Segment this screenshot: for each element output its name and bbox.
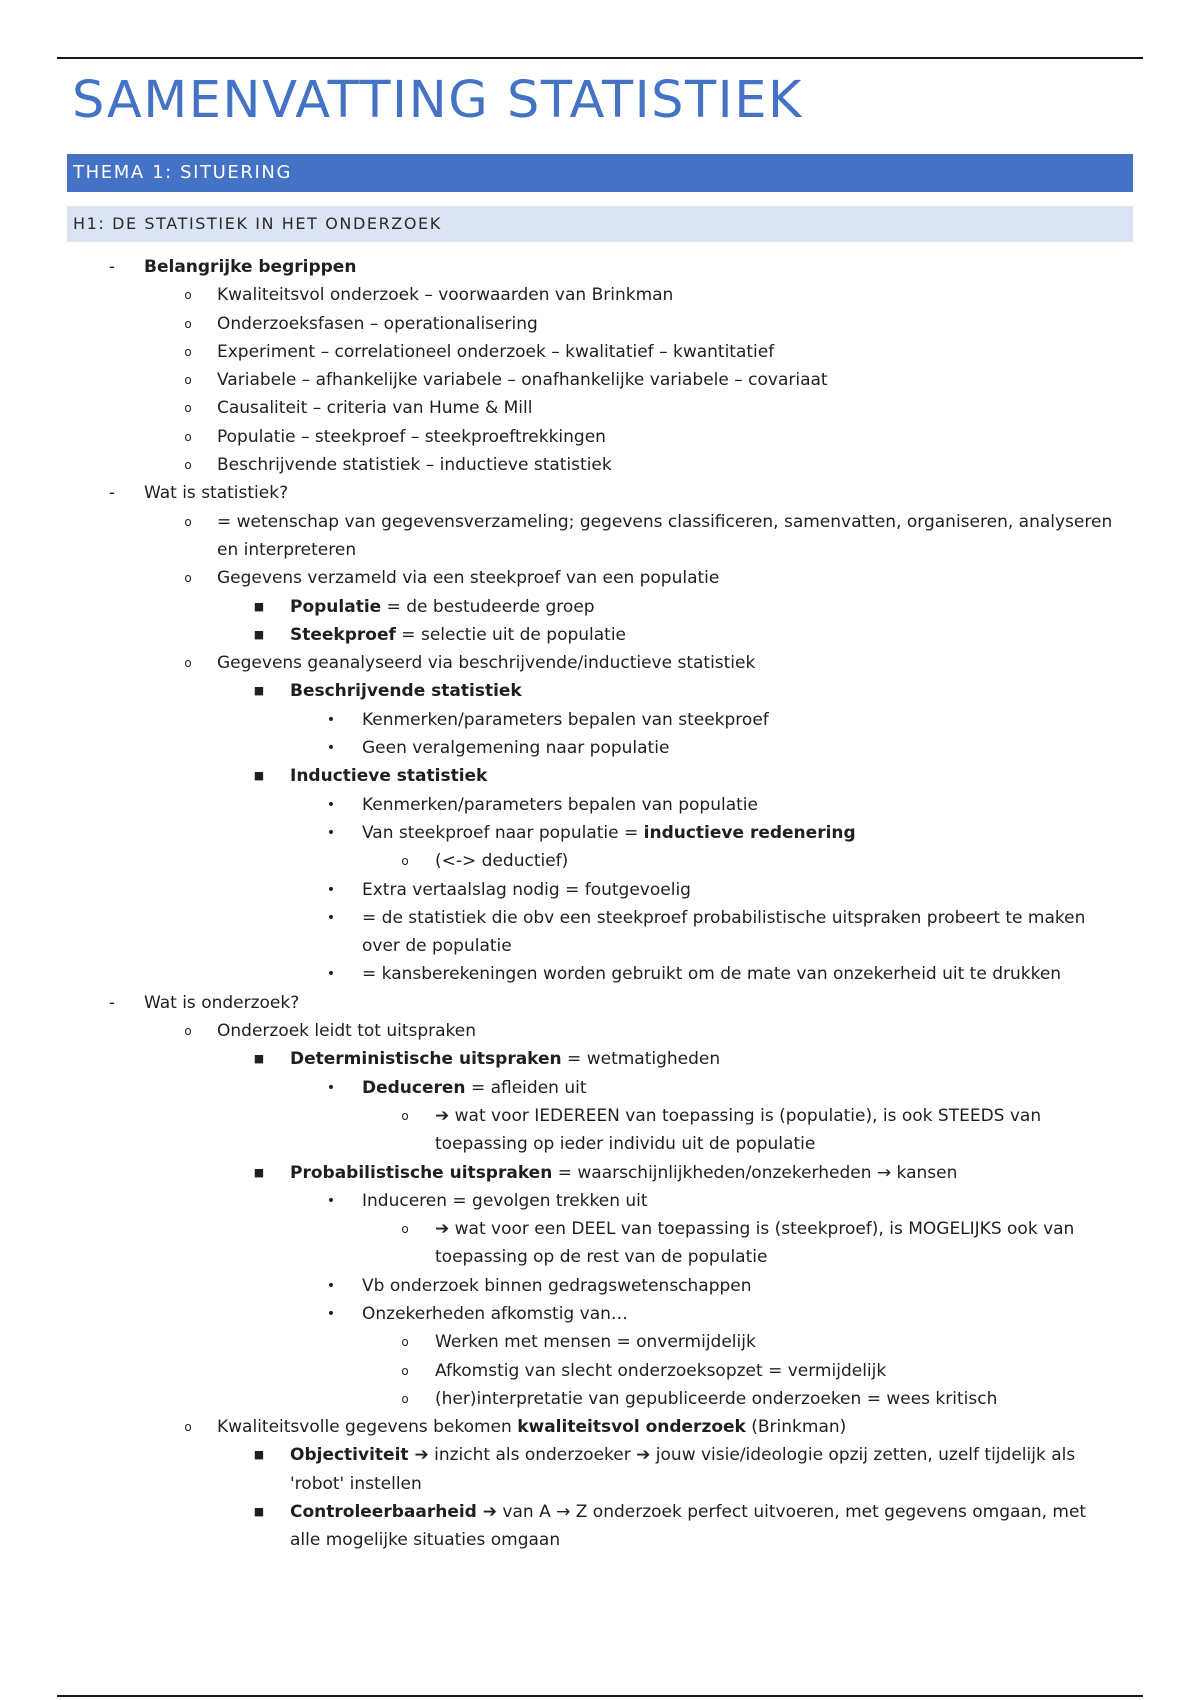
outline-item-level-4	[0, 791, 1200, 819]
bullet-marker: •	[326, 909, 336, 926]
bold-text: inductieve redenering	[643, 822, 856, 843]
outline-item-text	[217, 394, 1117, 422]
outline-item-text	[362, 1272, 1122, 1300]
text-run: Kwaliteitsvol onderzoek – voorwaarden van Brinkman	[217, 285, 674, 306]
bold-text: ➔	[636, 1445, 651, 1466]
outline-item-level-4	[0, 960, 1200, 988]
text-run: Onderzoeksfasen – operationalisering	[217, 313, 538, 334]
outline-item-text	[144, 253, 1200, 281]
outline-item-level-4	[0, 904, 1200, 961]
outline-item-text	[435, 1102, 1115, 1159]
text-run: Van steekproef naar populatie =	[362, 822, 644, 843]
outline-item-level-3	[0, 1441, 1200, 1498]
outline-item-level-4	[0, 706, 1200, 734]
outline-item-text	[435, 1215, 1115, 1272]
text-run: (her)interpretatie van gepubliceerde onderzoeken = wees kritisch	[435, 1388, 998, 1409]
text-run: Kenmerken/parameters bepalen van steekproef	[362, 709, 769, 730]
outline-item-level-4	[0, 1272, 1200, 1300]
bold-text: Populatie	[290, 596, 382, 617]
top-rule	[57, 57, 1143, 59]
outline-item-text	[362, 819, 1122, 847]
outline-item-text	[362, 791, 1122, 819]
outline-item-level-4	[0, 1300, 1200, 1328]
bold-text: ➔	[435, 1105, 450, 1126]
outline-item-level-2	[0, 564, 1200, 592]
outline-item-level-3	[0, 1159, 1200, 1187]
outline-item-text	[362, 876, 1122, 904]
outline-item-level-1	[0, 253, 1200, 281]
outline-item-level-1	[0, 479, 1200, 507]
bullet-marker: ■	[253, 627, 265, 641]
outline-item-level-2	[0, 1413, 1200, 1441]
outline-item-text	[217, 366, 1117, 394]
outline-item-text	[362, 904, 1122, 961]
outline-item-text	[217, 310, 1117, 338]
text-run: = wetenschap van gegevensverzameling; gegevens classificeren, samenvatten, organiseren, analyseren en interpreteren	[217, 511, 1113, 560]
bold-text: Controleerbaarheid ➔	[290, 1502, 498, 1523]
bullet-marker: ■	[253, 1505, 265, 1519]
outline-item-text	[217, 451, 1117, 479]
outline-item-level-2	[0, 1017, 1200, 1045]
outline-item-level-3	[0, 677, 1200, 705]
outline-item-text	[362, 706, 1122, 734]
text-run: Kwaliteitsvolle gegevens bekomen	[217, 1417, 518, 1438]
bold-text: Probabilistische uitspraken	[290, 1162, 553, 1183]
text-run: = waarschijnlijkheden/onzekerheden → kansen	[552, 1162, 958, 1183]
text-run: Beschrijvende statistiek – inductieve statistiek	[217, 455, 612, 476]
bold-text: ➔	[435, 1219, 450, 1240]
outline-item-level-2	[0, 366, 1200, 394]
outline-item-text	[217, 564, 1117, 592]
bold-text: Steekproef	[290, 624, 396, 645]
text-run: wat voor IEDEREEN van toepassing is (populatie), is ook STEEDS van toepassing op ieder individu uit de populatie	[435, 1105, 1042, 1155]
text-run: jouw visie/ideologie opzij zetten, uzelf tijdelijk als 'robot' instellen	[290, 1445, 1076, 1494]
text-run: Geen veralgemening naar populatie	[362, 738, 670, 759]
theme-heading: THEMA 1: SITUERING	[67, 154, 1133, 192]
outline-item-text	[362, 1187, 1122, 1215]
text-run: van A → Z onderzoek perfect uitvoeren, met gegevens omgaan, met alle mogelijke situaties omgaan	[290, 1502, 1087, 1551]
text-run: Wat is statistiek?	[144, 483, 289, 504]
bullet-marker: o	[184, 288, 192, 303]
outline-item-text	[290, 762, 1120, 790]
text-run: Afkomstig van slecht onderzoeksopzet = vermijdelijk	[435, 1360, 887, 1381]
text-run: Experiment – correlationeel onderzoek – kwalitatief – kwantitatief	[217, 341, 775, 362]
bullet-marker: o	[401, 1222, 409, 1237]
outline-item-text	[217, 1017, 1117, 1045]
bullet-marker: o	[184, 344, 192, 359]
text-run: Gegevens geanalyseerd via beschrijvende/inductieve statistiek	[217, 653, 756, 674]
text-run: Extra vertaalslag nodig = foutgevoelig	[362, 879, 691, 900]
outline-item-level-3	[0, 762, 1200, 790]
outline-item-level-2	[0, 451, 1200, 479]
text-run: = afleiden uit	[465, 1077, 587, 1098]
bullet-marker: •	[326, 740, 336, 757]
outline-item-level-3	[0, 1498, 1200, 1555]
outline-item-level-2	[0, 423, 1200, 451]
text-run: Induceren = gevolgen trekken uit	[362, 1190, 648, 1211]
bullet-marker: ■	[253, 1165, 265, 1179]
outline-item-text	[290, 1159, 1120, 1187]
outline-item-level-4	[0, 1187, 1200, 1215]
outline-item-level-1	[0, 989, 1200, 1017]
outline-item-level-5	[0, 1357, 1200, 1385]
bullet-marker: •	[326, 1192, 336, 1209]
bullet-marker: ■	[253, 684, 265, 698]
outline-item-level-5	[0, 1215, 1200, 1272]
outline-item-text	[217, 508, 1117, 565]
text-run: (<-> deductief)	[435, 851, 569, 872]
outline-item-level-4	[0, 734, 1200, 762]
bullet-marker: o	[184, 656, 192, 671]
outline-item-level-3	[0, 621, 1200, 649]
outline-item-text	[435, 1385, 1115, 1413]
bullet-marker: o	[184, 401, 192, 416]
outline-item-text	[290, 1441, 1120, 1498]
bold-text: Belangrijke begrippen	[144, 257, 357, 277]
outline-item-level-2	[0, 649, 1200, 677]
outline-item-text	[290, 593, 1120, 621]
outline-item-text	[362, 734, 1122, 762]
bullet-marker: o	[401, 1363, 409, 1378]
outline-content	[0, 253, 1200, 1555]
outline-item-level-5	[0, 1102, 1200, 1159]
bullet-marker: o	[184, 1024, 192, 1039]
bullet-marker: •	[326, 824, 336, 841]
outline-item-text	[290, 1498, 1120, 1555]
bullet-marker: •	[326, 966, 336, 983]
text-run: Onzekerheden afkomstig van…	[362, 1303, 628, 1324]
outline-item-text	[217, 423, 1117, 451]
outline-item-text	[217, 338, 1117, 366]
outline-item-text	[362, 1074, 1122, 1102]
outline-item-text	[217, 281, 1117, 309]
bullet-marker: o	[184, 316, 192, 331]
bullet-marker: •	[326, 1305, 336, 1322]
outline-item-level-2	[0, 508, 1200, 565]
bullet-marker: •	[326, 796, 336, 813]
text-run: Onderzoek leidt tot uitspraken	[217, 1021, 477, 1042]
text-run: Variabele – afhankelijke variabele – onafhankelijke variabele – covariaat	[217, 370, 828, 391]
bullet-marker: o	[184, 429, 192, 444]
text-run: Causaliteit – criteria van Hume & Mill	[217, 398, 533, 419]
text-run: Wat is onderzoek?	[144, 992, 300, 1013]
outline-item-level-3	[0, 1045, 1200, 1073]
outline-item-text	[290, 1045, 1120, 1073]
bold-text: Deduceren	[362, 1077, 466, 1098]
bullet-marker: o	[184, 458, 192, 473]
bullet-marker: o	[184, 1420, 192, 1435]
bullet-marker: •	[326, 1079, 336, 1096]
document-title: SAMENVATTING STATISTIEK	[72, 71, 803, 130]
text-run: = wetmatigheden	[561, 1049, 721, 1070]
text-run: = de statistiek die obv een steekproef probabilistische uitspraken probeert te maken over de populatie	[362, 907, 1086, 957]
outline-item-level-2	[0, 310, 1200, 338]
bullet-marker: o	[401, 1391, 409, 1406]
text-run: Werken met mensen = onvermijdelijk	[435, 1332, 756, 1353]
bullet-marker: ■	[253, 769, 265, 783]
bullet-marker: •	[326, 881, 336, 898]
bold-text: Deterministische uitspraken	[290, 1049, 562, 1070]
outline-item-text	[290, 621, 1120, 649]
outline-item-text	[435, 1328, 1115, 1356]
outline-item-text	[290, 677, 1120, 705]
text-run: = selectie uit de populatie	[395, 624, 627, 645]
bold-text: Objectiviteit ➔	[290, 1445, 429, 1466]
bottom-rule	[57, 1695, 1143, 1697]
outline-item-text	[435, 847, 1115, 875]
outline-item-level-2	[0, 394, 1200, 422]
bullet-marker: ■	[253, 599, 265, 613]
text-run: wat voor een DEEL van toepassing is (steekproef), is MOGELIJKS ook van toepassing op de rest van de populatie	[435, 1219, 1075, 1268]
text-run: Gegevens verzameld via een steekproef van een populatie	[217, 568, 720, 589]
bold-text: Inductieve statistiek	[290, 766, 488, 787]
outline-item-text	[144, 989, 1200, 1017]
text-run: = de bestudeerde groep	[381, 596, 595, 617]
outline-item-level-4	[0, 819, 1200, 847]
bullet-marker: -	[108, 483, 116, 504]
outline-item-text	[362, 960, 1122, 988]
text-run: (Brinkman)	[745, 1417, 847, 1438]
bold-text: kwaliteitsvol onderzoek	[517, 1417, 746, 1438]
bullet-marker: o	[184, 514, 192, 529]
outline-item-level-5	[0, 847, 1200, 875]
text-run: = kansberekeningen worden gebruikt om de mate van onzekerheid uit te drukken	[362, 964, 1062, 985]
outline-item-text	[217, 649, 1117, 677]
outline-item-text	[435, 1357, 1115, 1385]
bullet-marker: -	[108, 257, 116, 277]
bullet-marker: o	[401, 1108, 409, 1123]
outline-item-level-5	[0, 1385, 1200, 1413]
bullet-marker: o	[184, 571, 192, 586]
outline-item-level-5	[0, 1328, 1200, 1356]
bullet-marker: o	[401, 854, 409, 869]
outline-item-level-4	[0, 1074, 1200, 1102]
outline-item-level-2	[0, 281, 1200, 309]
bold-text: Beschrijvende statistiek	[290, 681, 522, 702]
bullet-marker: •	[326, 711, 336, 728]
outline-item-level-2	[0, 338, 1200, 366]
outline-item-text	[217, 1413, 1117, 1441]
bullet-marker: ■	[253, 1448, 265, 1462]
bullet-marker: o	[184, 373, 192, 388]
bullet-marker: •	[326, 1277, 336, 1294]
text-run: inzicht als onderzoeker	[428, 1445, 637, 1466]
chapter-heading: H1: DE STATISTIEK IN HET ONDERZOEK	[67, 206, 1133, 242]
outline-item-level-3	[0, 593, 1200, 621]
outline-item-level-4	[0, 876, 1200, 904]
text-run: Kenmerken/parameters bepalen van populatie	[362, 794, 758, 815]
bullet-marker: -	[108, 992, 116, 1013]
bullet-marker: ■	[253, 1052, 265, 1066]
text-run: Populatie – steekproef – steekproeftrekkingen	[217, 426, 606, 447]
text-run: Vb onderzoek binnen gedragswetenschappen	[362, 1275, 752, 1296]
outline-item-text	[362, 1300, 1122, 1328]
bullet-marker: o	[401, 1335, 409, 1350]
outline-item-text	[144, 479, 1200, 507]
